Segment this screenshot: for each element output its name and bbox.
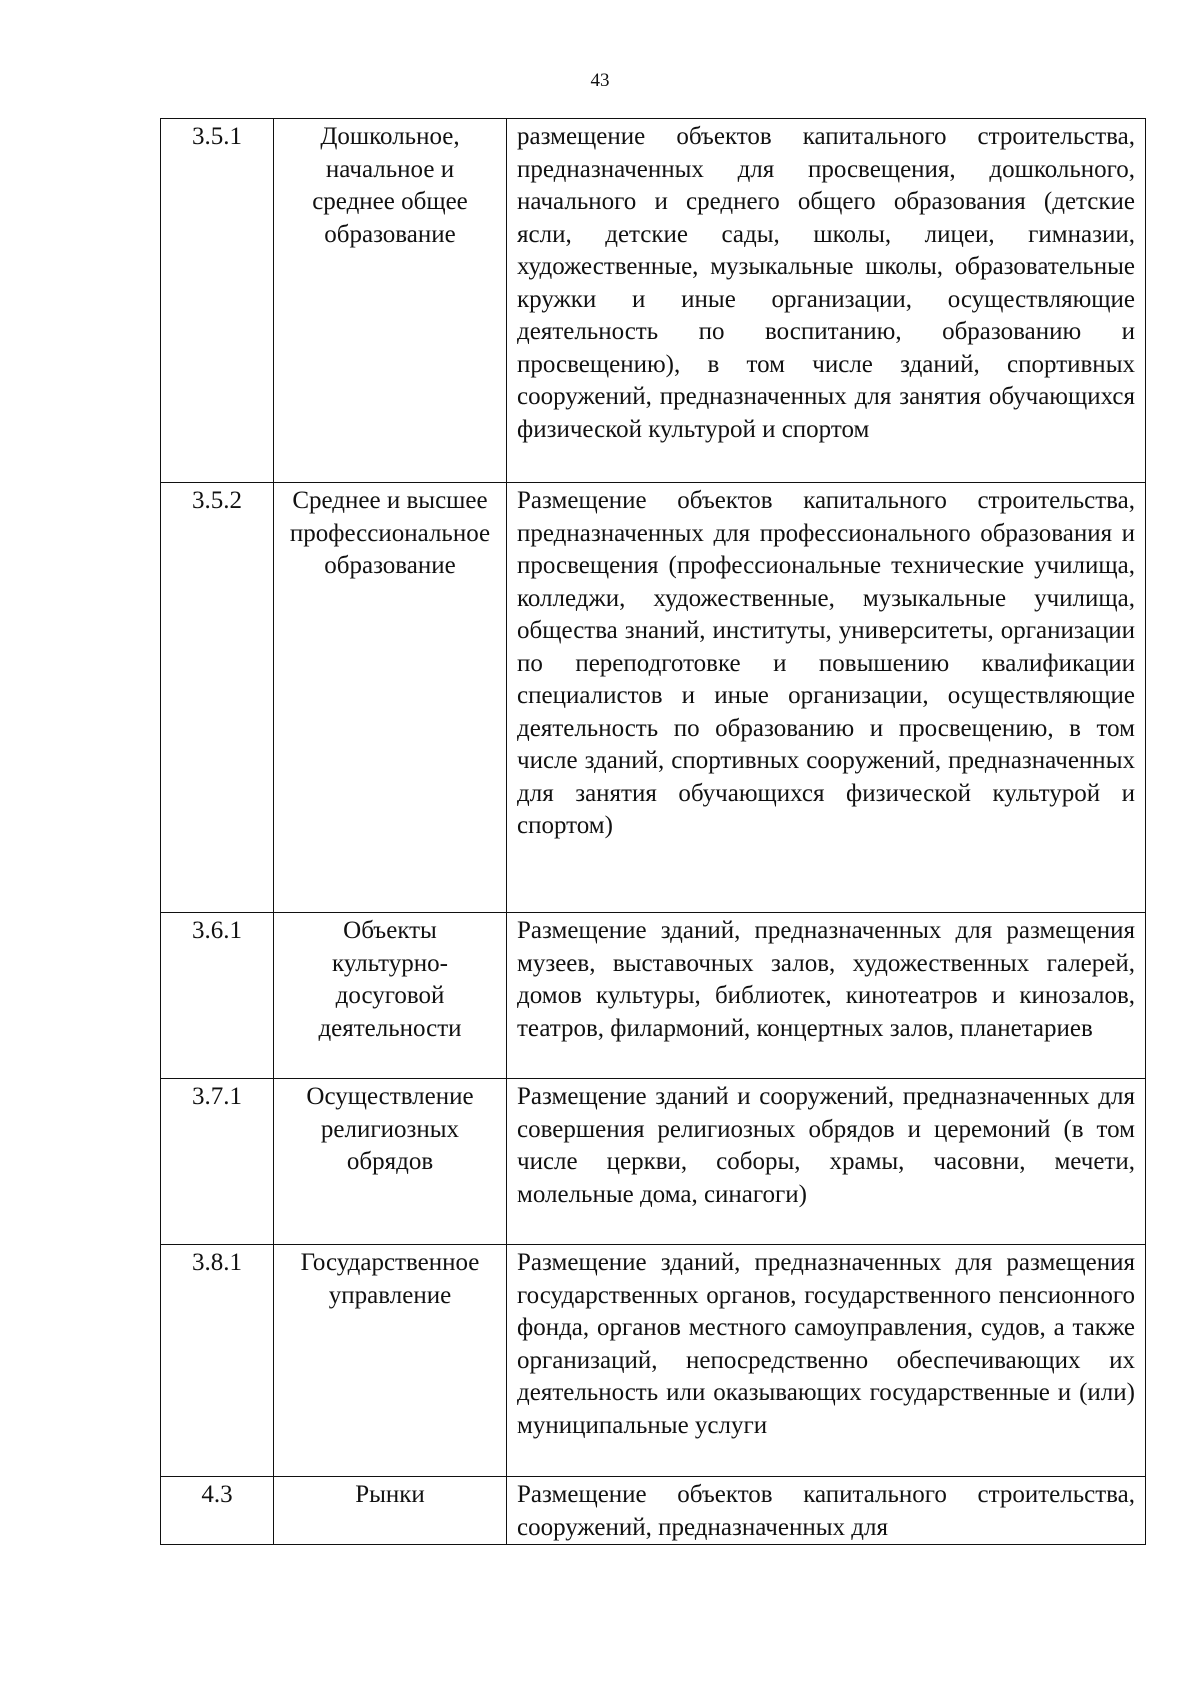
table-row bbox=[161, 1079, 1146, 1245]
row-code: 3.5.1 bbox=[161, 119, 274, 483]
row-name: Дошкольное, начальное и среднее общее образование bbox=[274, 119, 507, 483]
row-description: Размещение зданий, предназначенных для размещения музеев, выставочных залов, художественных галерей, домов культуры, библиотек, кинотеатров и кинозалов, театров, филармоний, концертных залов, планетариев bbox=[507, 913, 1146, 1079]
row-name: Среднее и высшее профессиональное образование bbox=[274, 483, 507, 913]
table-row bbox=[161, 483, 1146, 913]
row-name: Государственное управление bbox=[274, 1245, 507, 1477]
row-description: Размещение зданий, предназначенных для размещения государственных органов, государственного пенсионного фонда, органов местного самоуправления, судов, а также организаций, непосредственно обеспечивающих их деятельность или оказывающих государственные и (или) муниципальные услуги bbox=[507, 1245, 1146, 1477]
row-name: Рынки bbox=[274, 1477, 507, 1545]
row-name: Осуществление религиозных обрядов bbox=[274, 1079, 507, 1245]
row-code: 4.3 bbox=[161, 1477, 274, 1545]
row-code: 3.7.1 bbox=[161, 1079, 274, 1245]
row-code: 3.8.1 bbox=[161, 1245, 274, 1477]
land-use-table bbox=[160, 118, 1146, 1545]
row-description: Размещение объектов капитального строительства, сооружений, предназначенных для bbox=[507, 1477, 1146, 1545]
row-code: 3.6.1 bbox=[161, 913, 274, 1079]
table-row bbox=[161, 913, 1146, 1079]
row-code: 3.5.2 bbox=[161, 483, 274, 913]
row-description: Размещение зданий и сооружений, предназначенных для совершения религиозных обрядов и церемоний (в том числе церкви, соборы, храмы, часовни, мечети, молельные дома, синагоги) bbox=[507, 1079, 1146, 1245]
row-name: Объекты культурно-досуговой деятельности bbox=[274, 913, 507, 1079]
table-row bbox=[161, 119, 1146, 483]
row-description: размещение объектов капитального строительства, предназначенных для просвещения, дошкольного, начального и среднего общего образования (детские ясли, детские сады, школы, лицеи, гимназии, художественные, музыкальные школы, образовательные кружки и иные организации, осуществляющие деятельность по воспитанию, образованию и просвещению), в том числе зданий, спортивных сооружений, предназначенных для занятия обучающихся физической культурой и спортом bbox=[507, 119, 1146, 483]
table-row bbox=[161, 1477, 1146, 1545]
row-description: Размещение объектов капитального строительства, предназначенных для профессионального образования и просвещения (профессиональные технические училища, колледжи, художественные, музыкальные училища, общества знаний, институты, университеты, организации по переподготовке и повышению квалификации специалистов и иные организации, осуществляющие деятельность по образованию и просвещению, в том числе зданий, спортивных сооружений, предназначенных для занятия обучающихся физической культурой и спортом) bbox=[507, 483, 1146, 913]
table-row bbox=[161, 1245, 1146, 1477]
page-number: 43 bbox=[590, 70, 610, 91]
